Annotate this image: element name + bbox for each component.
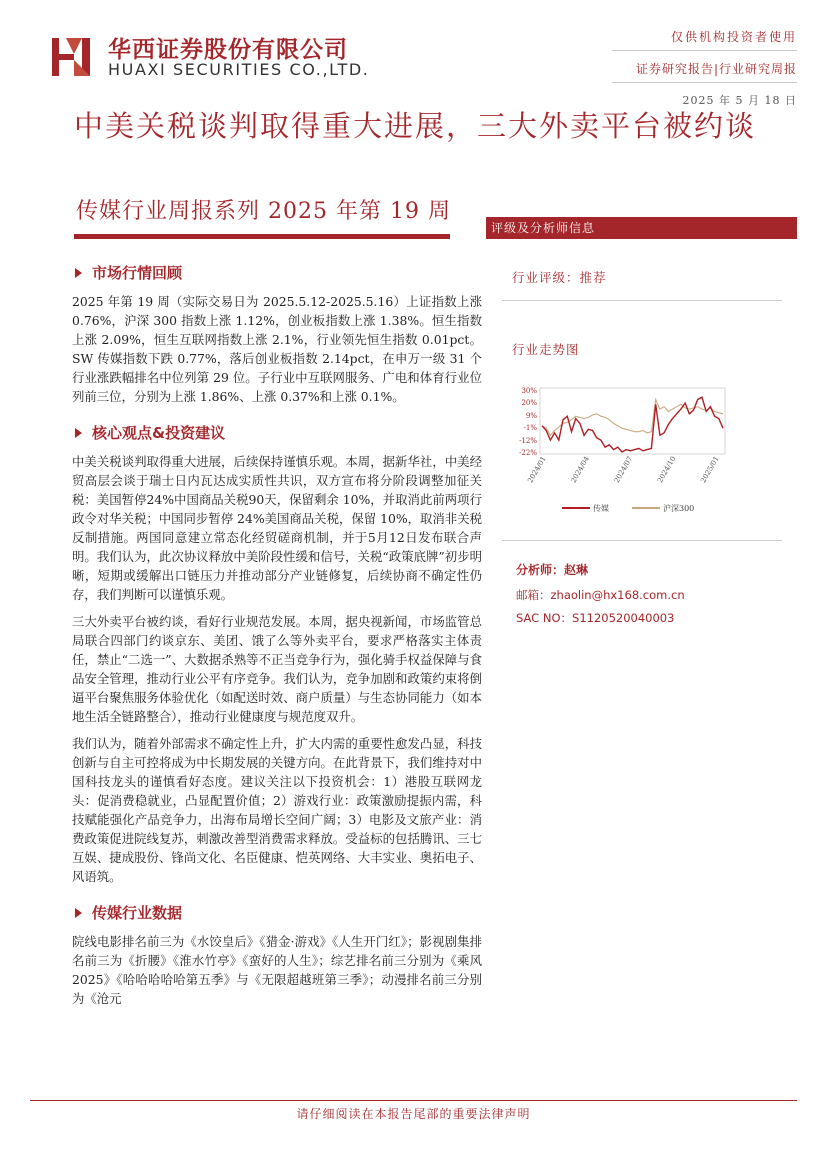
x-tick-label: 2024/10 [656, 455, 678, 485]
section-paragraph: 我们认为，随着外部需求不确定性上升，扩大内需的重要性愈发凸显，科技创新与自主可控将成为中长期发展的关键方向。在此背景下，我们维持对中国科技龙头的谨慎看好态度。建议关注以下投资机会：1）港股互联网龙头：促消费稳就业，凸显配置价值；2）游戏行业：政策激励提振内需，科技赋能强化产品竞争力，出海布局增长空间广阔；3）电影及文旅产业：消费政策促进院线复苏，刺激改善型消费需求释放。受益标的包括腾讯、三七互娱、捷成股份、锋尚文化、名臣健康、恺英网络、大丰实业、奥拓电子、风语筑。 [72, 736, 482, 884]
y-tick-label: 9% [525, 412, 537, 421]
y-tick-label: 20% [521, 398, 537, 407]
x-tick-label: 2024/07 [612, 455, 635, 485]
sidebar-divider [502, 540, 782, 541]
chart-frame [540, 388, 725, 454]
header-divider [612, 50, 797, 51]
x-tick-label: 2024/01 [526, 455, 548, 485]
header-divider [612, 82, 797, 83]
section-heading: 核心观点&投资建议 [92, 424, 226, 442]
huaxi-logo-icon [52, 34, 96, 78]
section-core-views [72, 422, 482, 886]
company-name-cn: 华西证券股份有限公司 [108, 37, 348, 63]
industry-trend-chart [500, 376, 800, 526]
section-marker-icon [75, 268, 82, 278]
trend-chart-title: 行业走势图 [512, 342, 580, 357]
main-content [72, 262, 482, 1016]
industry-rating: 行业评级：推荐 [512, 270, 607, 285]
x-tick-label: 2024/04 [569, 455, 591, 485]
company-name-en: HUAXI SECURITIES CO.,LTD. [108, 60, 370, 79]
section-marker-icon [75, 428, 82, 438]
footer-divider [30, 1100, 797, 1101]
audience-note: 仅供机构投资者使用 [670, 30, 797, 44]
section-heading: 传媒行业数据 [92, 904, 183, 922]
x-tick-label: 2025/01 [699, 455, 721, 485]
section-paragraph: 中美关税谈判取得重大进展，后续保持谨慎乐观。本周，据新华社，中美经贸高层会谈于瑞士日内瓦达成实质性共识，双方宣布将分阶段调整加征关税：美国暂停24%中国商品关税90天，保留剩余 10%，并取消此前两项行政令对华关税；中国同步暂停 24%美国商品关税，保留 10%，取消非关税反制措施。两国同意建立常态化经贸磋商机制，并于5月12日发布联合声明。我们认为，此次协议释放中美阶段性缓和信号，关税“政策底牌”初步明晰，短期或缓解出口链压力并推动部分产业链修复，后续协商不确定性仍存，我们判断可以谨慎乐观。 [72, 454, 482, 602]
series-line [542, 397, 723, 452]
section-paragraph: 2025 年第 19 周（实际交易日为 2025.5.12-2025.5.16）上证指数上涨 0.76%，沪深 300 指数上涨 1.12%，创业板指数上涨 1.38%。恒生指数上涨 2.09%，恒生互联网指数上涨 2.1%，行业领先恒生指数 0.01pct。SW 传媒指数下跌 0.77%，落后创业板指数 2.14pct，在申万一级 31 个行业涨跌幅排名中位列第 29 位。子行业中互联网服务、广电和体育行业位列前三位，分别为上涨 1.86%、上涨 0.37%和上涨 0.1%。 [72, 294, 482, 404]
report-subtitle: 传媒行业周报系列 2025 年第 19 周 [76, 199, 451, 224]
analyst-sac-number: SAC NO：S1120520040003 [516, 611, 675, 625]
analyst-name: 分析师：赵琳 [516, 563, 589, 577]
legal-notice: 请仔细阅读在本报告尾部的重要法律声明 [296, 1107, 531, 1121]
title-underline [74, 234, 450, 239]
sidebar-header: 评级及分析师信息 [486, 217, 797, 239]
y-tick-label: -12% [519, 437, 537, 446]
y-tick-label: 30% [521, 387, 537, 395]
section-heading: 市场行情回顾 [92, 264, 183, 282]
section-paragraph: 三大外卖平台被约谈，看好行业规范发展。本周，据央视新闻，市场监管总局联合四部门约谈京东、美团、饿了么等外卖平台，要求严格落实主体责任，禁止“二选一”、大数据杀熟等不正当竞争行为，强化骑手权益保障与食品安全管理，推动行业公平有序竞争。我们认为，竞争加剧和政策约束将倒逼平台聚焦服务体验优化（如配送时效、商户质量）与生态协同能力（如本地生活全链路整合），推动行业健康度与规范度双升。 [72, 614, 482, 724]
report-title: 中美关税谈判取得重大进展，三大外卖平台被约谈 [74, 109, 757, 143]
y-tick-label: -22% [519, 449, 537, 457]
section-market-review [72, 262, 482, 406]
analyst-email[interactable]: 邮箱：zhaolin@hx168.com.cn [516, 588, 685, 602]
legend-label: 沪深300 [663, 504, 695, 513]
report-date: 2025 年 5 月 18 日 [682, 94, 797, 107]
legend-label: 传媒 [593, 504, 609, 513]
y-tick-label: -1% [523, 423, 537, 432]
report-type: 证券研究报告|行业研究周报 [635, 62, 797, 76]
sidebar-divider [502, 300, 782, 301]
section-industry-data [72, 902, 482, 1008]
section-paragraph: 院线电影排名前三为《水饺皇后》《猎金·游戏》《人生开门红》；影视剧集排名前三为《折腰》《淮水竹亭》《蛮好的人生》；综艺排名前三分别为《乘风 2025》《哈哈哈哈哈第五季》与《无限超越班第三季》；动漫排名前三分别为《沧元 [72, 934, 482, 1006]
section-marker-icon [75, 908, 82, 918]
